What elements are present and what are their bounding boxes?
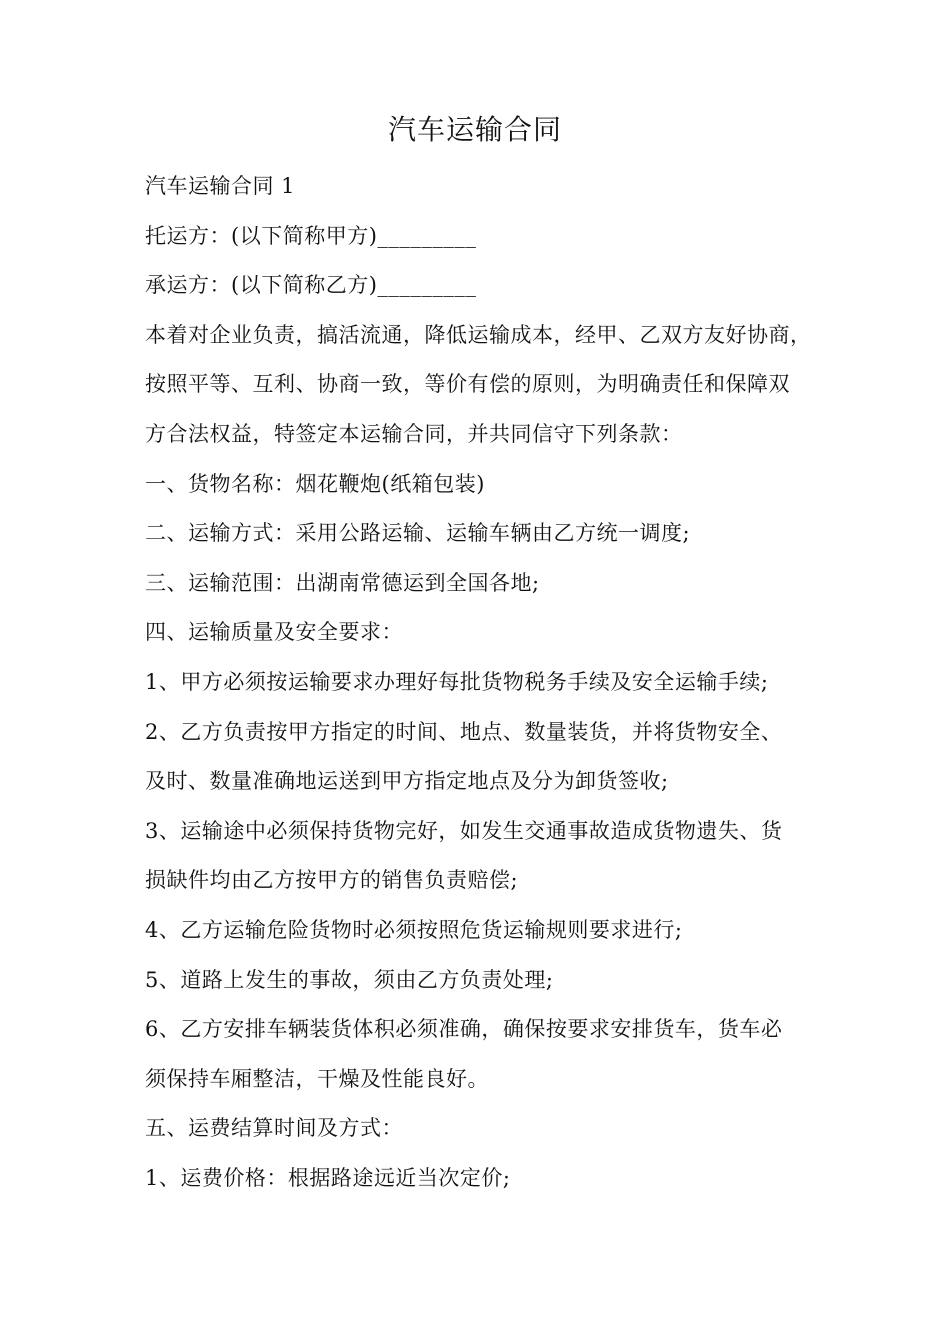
document-title: 汽车运输合同 (387, 113, 562, 146)
clause-5-heading: 五、运费结算时间及方式： (145, 1116, 403, 1141)
contract-subtitle: 汽车运输合同 1 (145, 174, 296, 198)
clause-4-item-6-line-2: 须保持车厢整洁，干燥及性能良好。 (145, 1066, 489, 1091)
clause-4-item-1: 1、甲方必须按运输要求办理好每批货物税务手续及安全运输手续; (145, 669, 769, 694)
preamble-line-3: 方合法权益，特签定本运输合同，并共同信守下列条款： (145, 421, 683, 446)
preamble-line-1: 本着对企业负责，搞活流通，降低运输成本，经甲、乙双方友好协商， (145, 322, 812, 347)
clause-4-item-6-line-1: 6、乙方安排车辆装货体积必须准确，确保按要求安排货车，货车必 (145, 1017, 783, 1042)
clause-3-scope: 三、运输范围：出湖南常德运到全国各地; (145, 570, 540, 595)
shipper-line: 托运方：(以下简称甲方)_________ (145, 223, 477, 248)
clause-4-item-4: 4、乙方运输危险货物时必须按照危货运输规则要求进行; (145, 917, 683, 942)
clause-4-item-3-line-2: 损缺件均由乙方按甲方的销售负责赔偿; (145, 868, 519, 893)
clause-2-method: 二、运输方式：采用公路运输、运输车辆由乙方统一调度; (145, 521, 691, 546)
clause-4-heading: 四、运输质量及安全要求： (145, 620, 403, 645)
clause-5-item-1: 1、运费价格：根据路途远近当次定价; (145, 1165, 511, 1190)
clause-4-item-5: 5、道路上发生的事故，须由乙方负责处理; (145, 967, 554, 992)
preamble-line-2: 按照平等、互利、协商一致，等价有偿的原则，为明确责任和保障双 (145, 372, 790, 397)
clause-4-item-3-line-1: 3、运输途中必须保持货物完好，如发生交通事故造成货物遗失、货 (145, 818, 783, 843)
carrier-line: 承运方：(以下简称乙方)_________ (145, 273, 477, 298)
clause-1-goods: 一、货物名称：烟花鞭炮(纸箱包装) (145, 471, 485, 496)
clause-4-item-2-line-2: 及时、数量准确地运送到甲方指定地点及分为卸货签收; (145, 769, 669, 794)
clause-4-item-2-line-1: 2、乙方负责按甲方指定的时间、地点、数量装货，并将货物安全、 (145, 719, 783, 744)
document-body (145, 166, 815, 1207)
